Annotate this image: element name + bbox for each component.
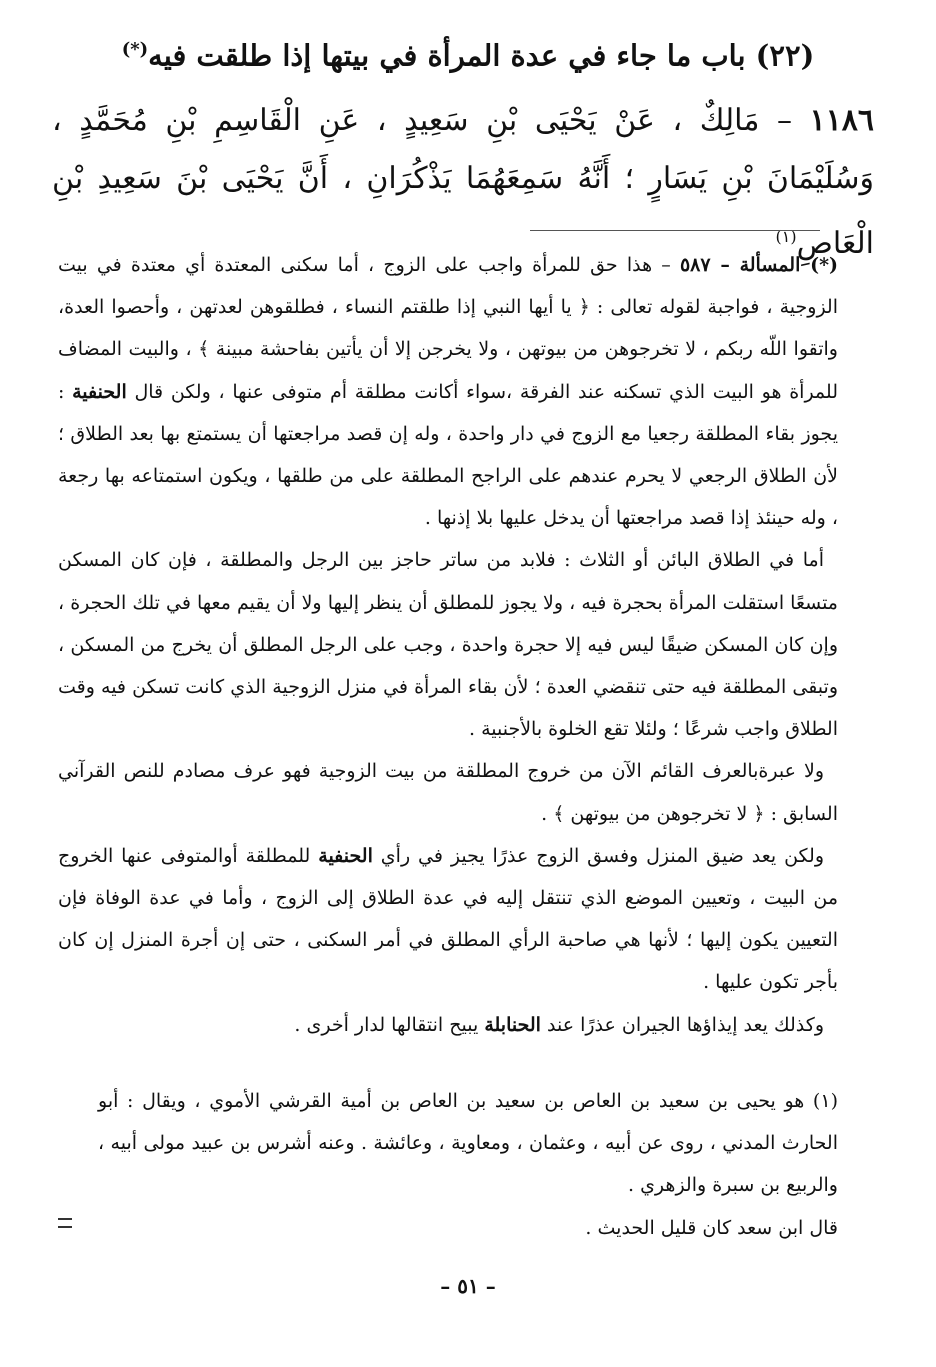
note-text: – هذا حق للمرأة واجب على الزوج ، أما سكنى المعتدة أي معتدة في بيت الزوجية ، فواجبة لقوله تعالى : ﴿ يا أيها النبي إذا طلقتم النساء ، فطلقوهن لعدتهن ، وأحصوا العدة، واتقوا اللّه ربكم ، لا تخرجوهن من بيوتهن ، ولا يخرجن إلا أن يأتين بفاحشة مبينة ﴾ ، والبيت المضاف للمرأة هو البيت الذي تسكنه عند الفرقة ،سواء أكانت مطلقة أم متوفى عنها ، bbox=[58, 254, 838, 403]
footnote-1: (١) هو يحيى بن سعيد بن العاص بن سعيد بن العاص بن أمية القرشي الأموي ، ويقال : أبو الحارث المدني ، روى عن أبيه ، وعثمان ، ومعاوية ، وعائشة . وعنه أشرس بن عبيد مولى أبيه ، والربيع بن سبرة والزهري . bbox=[98, 1090, 838, 1197]
page-number: – ٥١ – bbox=[440, 1274, 496, 1298]
note-text: ولكن قال bbox=[134, 380, 211, 403]
note-text: يبيح انتقالها لدار أخرى . bbox=[294, 1013, 479, 1036]
note-paragraph-4 bbox=[58, 835, 838, 1004]
note-paragraph-1 bbox=[58, 244, 838, 539]
note-text: وكذلك يعد إيذاؤها الجيران عذرًا عند bbox=[546, 1013, 824, 1036]
footnotes bbox=[98, 1080, 838, 1249]
note-paragraph-3: ولا عبرةبالعرف القائم الآن من خروج المطلقة من بيت الزوجية فهو عرف مصادم للنص القرآني السابق : ﴿ لا تخرجوهن من بيوتهن ﴾ . bbox=[58, 760, 838, 825]
chapter-title bbox=[60, 28, 876, 78]
note-text: : يجوز بقاء المطلقة رجعيا مع الزوج في دار واحدة ، وله إن قصد مراجعتها أن يستمتع بها بعد الطلاق ؛ لأن الطلاق الرجعي لا يحرم عندهم على الراجح المطلقة على من طلقها ، ويكون استمتاعه بها رجعة ، وله حينئذ إذا قصد مراجعتها أن يدخل عليها بلا إذنها . bbox=[58, 380, 838, 530]
chapter-title-text: (٢٢) باب ما جاء في عدة المرأة في بيتها إذا طلقت فيه bbox=[148, 38, 815, 73]
note-paragraph-5 bbox=[58, 1004, 838, 1046]
hadith-number: ١١٨٦ bbox=[809, 103, 874, 138]
footnote-1-continued: قال ابن سعد كان قليل الحديث . bbox=[585, 1216, 838, 1239]
note-paragraph-2: أما في الطلاق البائن أو الثلاث : فلابد من ساتر حاجز بين الرجل والمطلقة ، فإن كان المسكن متسعًا استقلت المرأة بحجرة فيه ، ولا يجوز للمطلق أن ينظر إليها ولا أن يقيم معها في تلك الحجرة ، وإن كان المسكن ضيقًا ليس فيه إلا حجرة واحدة ، وجب على الرجل المطلق أن يخرج من المسكن ، وتبقى المطلقة فيه حتى تنقضي العدة ؛ لأن بقاء المرأة في منزل الزوجية الذي كانت تسكن فيه وقت الطلاق واجب شرعًا ؛ ولئلا تقع الخلوة بالأجنبية . bbox=[58, 549, 839, 741]
commentary-block bbox=[58, 244, 838, 1046]
note-emphasis: الحنابلة bbox=[484, 1013, 541, 1036]
note-text: ولكن يعد ضيق المنزل وفسق الزوج عذرًا يجيز في رأي bbox=[380, 844, 825, 867]
note-emphasis: الحنفية bbox=[72, 380, 127, 403]
continuation-mark bbox=[58, 1218, 72, 1228]
title-footnote-mark: (*) bbox=[121, 39, 149, 60]
hadith-body: – مَالِكٌ ، عَنْ يَحْيَى بْنِ سَعِيدٍ ، عَنِ الْقَاسِمِ بْنِ مُحَمَّدٍ ، وَسُلَيْمَانَ بْنِ يَسَارٍ ؛ أَنَّهُ سَمِعَهُمَا يَذْكُرَانِ ، أَنَّ يَحْيَى بْنَ سَعِيدِ بْنِ الْعَاصِ bbox=[52, 103, 874, 261]
hadith-footnote-ref: (١) bbox=[775, 227, 797, 246]
note-text: للمطلقة أوالمتوفى عنها الخروج من البيت ، وتعيين الموضع الذي تنتقل إليه في عدة الطلاق إلى الزوج ، وأما في عدة الوفاة فإن التعيين يكون إليها ؛ لأنها هي صاحبة الرأي المطلق في أمر السكنى ، حتى إن أجرة المنزل إن كان بأجر تكون عليها . bbox=[58, 844, 838, 994]
separator-line bbox=[530, 230, 820, 231]
note-lead: (*) المسألة – ٥٨٧ bbox=[679, 254, 839, 276]
note-emphasis: الحنفية bbox=[318, 844, 373, 867]
